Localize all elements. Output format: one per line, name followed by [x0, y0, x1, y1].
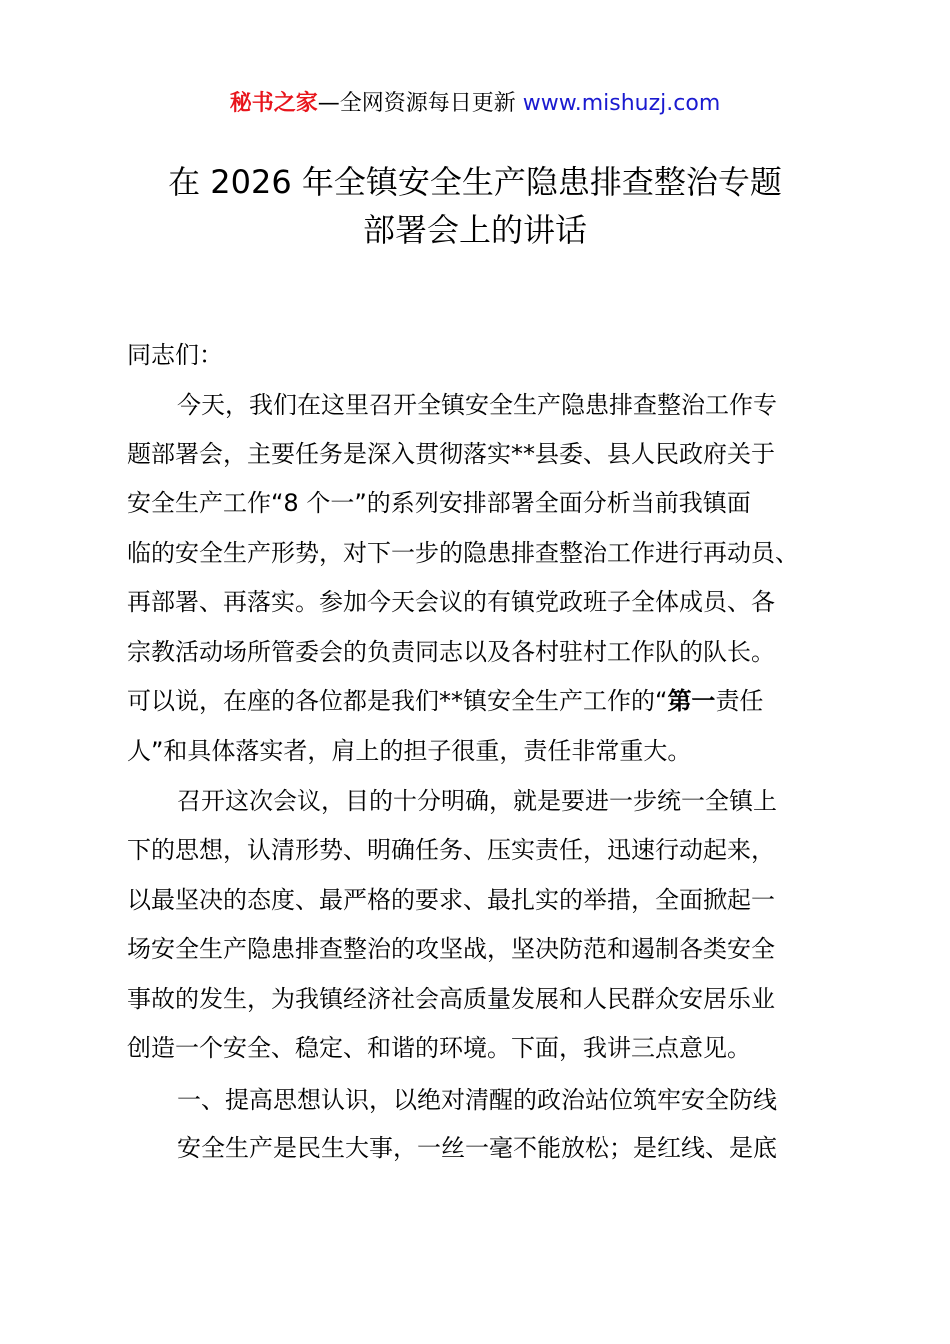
paragraph-line: 以最坚决的态度、最严格的要求、最扎实的举措，全面掀起一 [127, 886, 775, 914]
paragraph-line: 下的思想，认清形势、明确任务、压实责任，迅速行动起来， [127, 836, 775, 864]
paragraph-line: 创造一个安全、稳定、和谐的环境。下面，我讲三点意见。 [127, 1034, 751, 1062]
paragraph-line: 场安全生产隐患排查整治的攻坚战，坚决防范和遏制各类安全 [127, 935, 775, 963]
paragraph-line: 事故的发生，为我镇经济社会高质量发展和人民群众安居乐业 [127, 985, 775, 1013]
paragraph-line: 安全生产工作“8 个一”的系列安排部署全面分析当前我镇面 [127, 489, 751, 517]
site-url-link[interactable]: www.mishuzj.com [522, 91, 721, 116]
paragraph-line: 人”和具体落实者，肩上的担子很重，责任非常重大。 [127, 737, 692, 765]
document-title [0, 158, 950, 254]
paragraph-line: 召开这次会议，目的十分明确，就是要进一步统一全镇上 [177, 787, 777, 815]
paragraph-line: 题部署会，主要任务是深入贯彻落实**县委、县人民政府关于 [127, 440, 775, 468]
paragraph-line: 今天，我们在这里召开全镇安全生产隐患排查整治工作专 [177, 391, 777, 419]
line-text: 可以说，在座的各位都是我们**镇安全生产工作的“ [127, 687, 668, 715]
line-text: 责任 [715, 687, 764, 715]
salutation: 同志们： [127, 341, 223, 369]
paragraph-line: 临的安全生产形势，对下一步的隐患排查整治工作进行再动员、 [127, 539, 799, 567]
bold-emphasis: 第一 [667, 687, 716, 715]
banner-slogan: —全网资源每日更新 [317, 91, 516, 116]
title-line-2: 部署会上的讲话 [362, 211, 587, 249]
paragraph-line: 安全生产是民生大事，一丝一毫不能放松；是红线、是底 [177, 1134, 777, 1162]
paragraph-line [127, 684, 763, 718]
site-banner [0, 88, 950, 120]
title-line-1: 在 2026 年全镇安全生产隐患排查整治专题 [168, 163, 782, 201]
brand-name: 秘书之家 [229, 91, 318, 116]
section-heading: 一、提高思想认识，以绝对清醒的政治站位筑牢安全防线 [177, 1086, 777, 1114]
paragraph-line: 再部署、再落实。参加今天会议的有镇党政班子全体成员、各 [127, 588, 775, 616]
paragraph-line: 宗教活动场所管委会的负责同志以及各村驻村工作队的队长。 [127, 638, 775, 666]
